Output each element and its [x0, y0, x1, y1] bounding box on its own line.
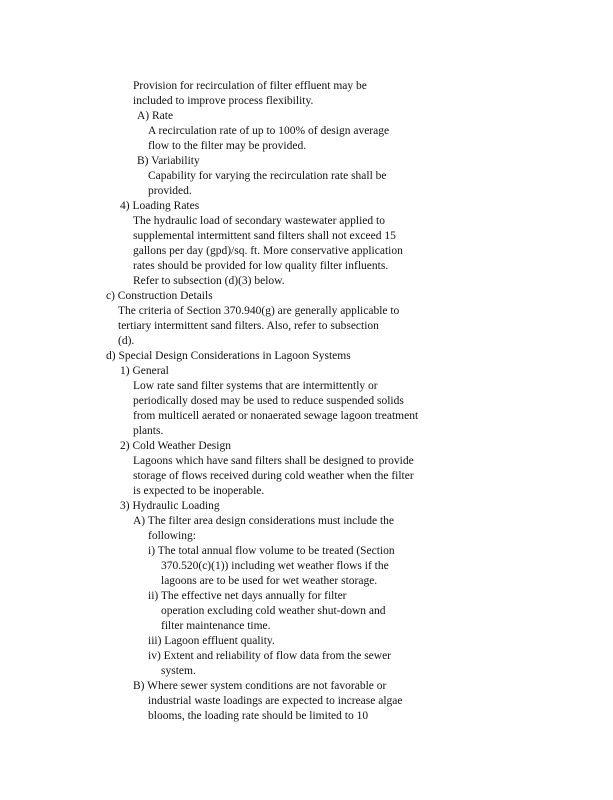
- text-line: following:: [148, 530, 196, 542]
- text-line: tertiary intermittent sand filters. Also, refer to subsection: [118, 320, 379, 332]
- text-line: lagoons are to be used for wet weather storage.: [161, 575, 378, 587]
- text-line: 1) General: [120, 365, 169, 377]
- text-line: A) The filter area design considerations must include the: [133, 515, 395, 527]
- text-line: iii) Lagoon effluent quality.: [148, 635, 275, 647]
- text-line: blooms, the loading rate should be limited to 10: [148, 710, 369, 722]
- text-line: ii) The effective net days annually for filter: [148, 590, 347, 602]
- text-line: operation excluding cold weather shut-down and: [161, 605, 386, 617]
- text-line: Refer to subsection (d)(3) below.: [133, 275, 285, 287]
- text-line: B) Variability: [137, 155, 200, 167]
- text-line: supplemental intermittent sand filters shall not exceed 15: [133, 230, 396, 242]
- text-line: periodically dosed may be used to reduce suspended solids: [133, 395, 404, 407]
- text-line: iv) Extent and reliability of flow data from the sewer: [148, 650, 392, 662]
- text-line: d) Special Design Considerations in Lagoon Systems: [106, 350, 351, 362]
- text-line: i) The total annual flow volume to be treated (Section: [148, 545, 395, 557]
- text-line: Lagoons which have sand filters shall be designed to provide: [133, 455, 414, 467]
- text-line: included to improve process flexibility.: [133, 95, 314, 107]
- text-line: Provision for recirculation of filter effluent may be: [133, 80, 367, 92]
- text-line: 3) Hydraulic Loading: [120, 500, 220, 512]
- text-line: (d).: [118, 335, 135, 347]
- text-line: is expected to be inoperable.: [133, 485, 265, 497]
- text-line: filter maintenance time.: [161, 620, 271, 632]
- text-line: The hydraulic load of secondary wastewater applied to: [133, 215, 385, 227]
- text-line: Capability for varying the recirculation rate shall be: [148, 170, 387, 182]
- text-line: system.: [161, 665, 196, 677]
- text-line: A) Rate: [137, 110, 174, 122]
- text-line: provided.: [148, 185, 192, 197]
- text-line: The criteria of Section 370.940(g) are generally applicable to: [118, 305, 400, 317]
- text-line: plants.: [133, 425, 164, 437]
- text-line: 370.520(c)(1)) including wet weather flows if the: [161, 560, 389, 572]
- text-line: storage of flows received during cold weather when the filter: [133, 470, 414, 482]
- text-line: from multicell aerated or nonaerated sewage lagoon treatment: [133, 410, 419, 422]
- text-line: A recirculation rate of up to 100% of design average: [148, 125, 390, 137]
- text-line: 2) Cold Weather Design: [120, 440, 231, 452]
- text-line: industrial waste loadings are expected to increase algae: [148, 695, 403, 707]
- text-line: flow to the filter may be provided.: [148, 140, 307, 152]
- text-line: c) Construction Details: [106, 290, 213, 302]
- text-line: B) Where sewer system conditions are not favorable or: [133, 680, 387, 692]
- text-line: Low rate sand filter systems that are intermittently or: [133, 380, 378, 392]
- text-line: rates should be provided for low quality filter influents.: [133, 260, 389, 272]
- text-line: 4) Loading Rates: [120, 200, 200, 212]
- text-line: gallons per day (gpd)/sq. ft. More conservative application: [133, 245, 403, 257]
